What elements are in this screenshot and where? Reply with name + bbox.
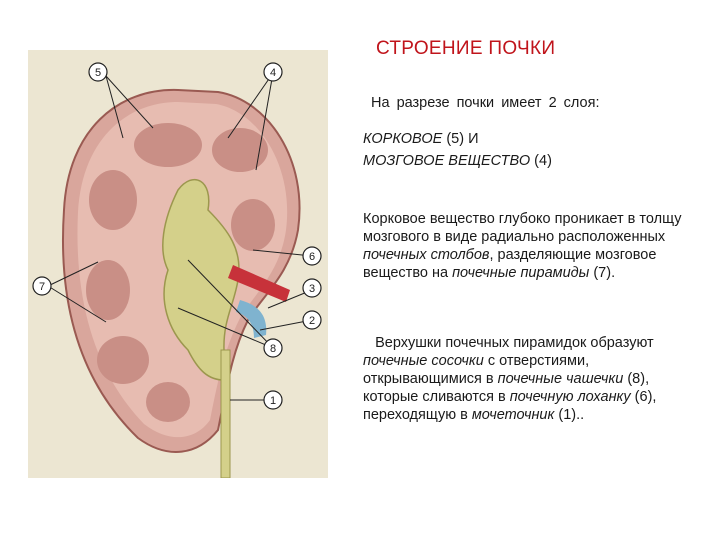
page-title: СТРОЕНИЕ ПОЧКИ: [376, 38, 556, 59]
p2-text-3: (8), которые сливаются в: [363, 371, 650, 405]
label-7: 7: [38, 281, 46, 293]
p1-text-3: (7).: [589, 265, 616, 281]
p1-text-1: Корковое вещество глубоко проникает в толщу мозгового в виде радиально расположенных: [363, 211, 682, 245]
layers-list: [363, 128, 552, 172]
layer-medulla: [363, 150, 552, 172]
label-5: 5: [94, 67, 102, 79]
label-2: 2: [308, 315, 316, 327]
layer-medulla-rest: (4): [530, 153, 552, 169]
layer-cortex-rest: (5) И: [442, 131, 479, 147]
label-4: 4: [269, 67, 277, 79]
p2-term-papillae: почечные сосочки: [363, 353, 484, 369]
kidney-diagram: [28, 50, 328, 478]
label-3: 3: [308, 283, 316, 295]
p2-term-calyces: почечные чашечки: [497, 371, 624, 387]
p2-term-pelvis: почечную лоханку: [509, 389, 631, 405]
ureter: [221, 350, 230, 478]
paragraph-papillae: [363, 334, 708, 424]
label-1: 1: [269, 395, 277, 407]
p1-term-pyramids: почечные пирамиды: [452, 265, 590, 281]
layer-medulla-term: МОЗГОВОЕ ВЕЩЕСТВО: [363, 153, 531, 169]
p2-text-5: (1)..: [554, 407, 585, 423]
p1-term-columns: почечных столбов: [363, 247, 490, 263]
p2-text-2: с отверстиями, открывающимися в: [363, 353, 590, 387]
layer-cortex-term: КОРКОВОЕ: [363, 131, 443, 147]
kidney-illustration: [28, 50, 328, 478]
intro-text: На разрезе почки имеет 2 слоя:: [371, 95, 600, 111]
label-6: 6: [308, 251, 316, 263]
p2-term-ureter: мочеточник: [471, 407, 555, 423]
label-8: 8: [269, 343, 277, 355]
p2-text-1: Верхушки почечных пирамидок образуют: [375, 335, 654, 351]
layer-cortex: [363, 128, 552, 150]
p1-text-2: , разделяющие мозговое вещество на: [363, 247, 657, 281]
p2-text-4: (6), переходящую в: [363, 389, 657, 423]
paragraph-cortex: [363, 210, 708, 282]
